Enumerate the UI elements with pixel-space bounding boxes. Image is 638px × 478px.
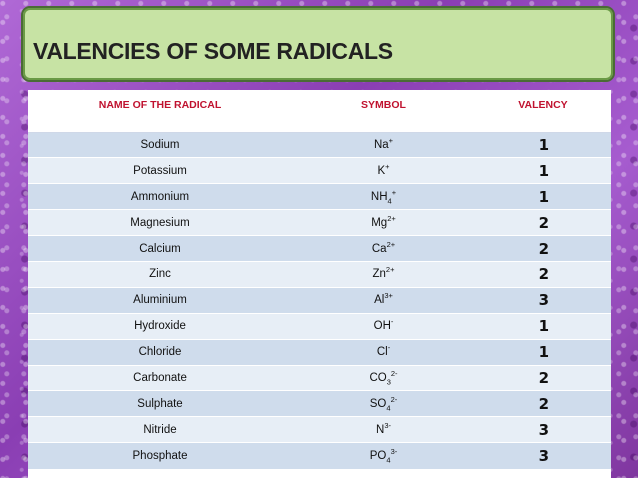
table-row — [28, 132, 611, 158]
symbol-subscript: 4 — [386, 455, 391, 465]
radical-name: Phosphate — [28, 443, 292, 469]
symbol-charge: 2- — [390, 369, 398, 379]
table-row — [28, 261, 611, 287]
symbol-base: PO — [369, 449, 387, 462]
symbol-charge: - — [390, 317, 394, 327]
radical-valency: 1 — [475, 339, 611, 365]
radical-symbol — [292, 132, 475, 158]
table-row — [28, 391, 611, 417]
symbol-base: Mg — [371, 216, 388, 229]
symbol-charge: 3- — [384, 420, 391, 430]
header-name: NAME OF THE RADICAL — [28, 90, 292, 132]
symbol-subscript: 3 — [386, 377, 391, 387]
header-valency: VALENCY — [475, 90, 611, 132]
symbol-formula — [376, 343, 391, 359]
table-row — [28, 287, 611, 313]
symbol-charge: + — [388, 136, 394, 146]
radical-symbol — [292, 443, 475, 469]
table-row — [28, 184, 611, 210]
symbol-base: CO — [369, 371, 387, 384]
table-row — [28, 339, 611, 365]
radical-valency: 2 — [475, 365, 611, 391]
symbol-formula — [369, 395, 398, 413]
radical-symbol — [292, 365, 475, 391]
radical-symbol — [292, 158, 475, 184]
radical-valency: 3 — [475, 443, 611, 469]
radical-name: Aluminium — [28, 287, 292, 313]
radical-symbol — [292, 236, 475, 262]
symbol-formula — [377, 162, 390, 177]
table-row — [28, 236, 611, 262]
radical-valency: 1 — [475, 184, 611, 210]
radical-symbol — [292, 184, 475, 210]
symbol-formula — [371, 213, 396, 229]
radical-symbol — [292, 261, 475, 287]
symbol-formula — [374, 291, 393, 307]
header-symbol: SYMBOL — [292, 90, 475, 132]
symbol-subscript: 4 — [387, 196, 392, 206]
table-row — [28, 365, 611, 391]
radical-valency: 2 — [475, 391, 611, 417]
symbol-formula — [373, 317, 394, 333]
table-row — [28, 417, 611, 443]
radical-valency: 3 — [475, 287, 611, 313]
radical-symbol — [292, 313, 475, 339]
symbol-charge: 2+ — [386, 239, 396, 249]
symbol-charge: 3+ — [384, 291, 393, 301]
radical-name: Potassium — [28, 158, 292, 184]
symbol-charge: - — [387, 343, 391, 353]
symbol-base: SO — [369, 397, 387, 410]
radical-name: Sulphate — [28, 391, 292, 417]
radical-symbol — [292, 391, 475, 417]
symbol-base: NH — [370, 190, 388, 203]
symbol-base: OH — [373, 320, 391, 333]
radical-name: Calcium — [28, 236, 292, 262]
symbol-charge: 2+ — [385, 265, 395, 275]
radical-name: Hydroxide — [28, 313, 292, 339]
radicals-table — [28, 90, 611, 469]
table-row — [28, 158, 611, 184]
symbol-formula — [372, 265, 395, 281]
symbol-base: Zn — [372, 268, 386, 281]
symbol-charge: 2+ — [387, 213, 396, 223]
radical-symbol — [292, 417, 475, 443]
radical-name: Nitride — [28, 417, 292, 443]
slide-title: VALENCIES OF SOME RADICALS — [33, 38, 393, 64]
table-row — [28, 210, 611, 236]
radical-valency: 2 — [475, 210, 611, 236]
symbol-formula — [371, 239, 396, 255]
table-row — [28, 313, 611, 339]
symbol-formula — [369, 369, 398, 387]
radical-name: Chloride — [28, 339, 292, 365]
radical-valency: 2 — [475, 236, 611, 262]
radical-name: Sodium — [28, 132, 292, 158]
radical-name: Magnesium — [28, 210, 292, 236]
radical-valency: 1 — [475, 313, 611, 339]
radicals-table-container — [28, 90, 611, 478]
table-row — [28, 443, 611, 469]
symbol-charge: 3- — [390, 447, 398, 457]
radical-name: Carbonate — [28, 365, 292, 391]
radical-symbol — [292, 339, 475, 365]
symbol-base: N — [376, 423, 385, 436]
title-banner — [21, 6, 615, 82]
symbol-base: Al — [374, 294, 385, 307]
radical-symbol — [292, 210, 475, 236]
symbol-charge: + — [391, 187, 397, 197]
symbol-charge: + — [385, 162, 390, 171]
symbol-charge: 2- — [390, 395, 398, 405]
table-header-row — [28, 90, 611, 132]
radical-valency: 1 — [475, 158, 611, 184]
symbol-formula — [373, 136, 394, 151]
symbol-formula — [376, 420, 391, 436]
radical-name: Ammonium — [28, 184, 292, 210]
radical-symbol — [292, 287, 475, 313]
symbol-formula — [370, 187, 397, 206]
symbol-subscript: 4 — [386, 403, 391, 413]
radical-name: Zinc — [28, 261, 292, 287]
radical-valency: 2 — [475, 261, 611, 287]
radical-valency: 1 — [475, 132, 611, 158]
radical-valency: 3 — [475, 417, 611, 443]
symbol-base: K — [377, 164, 386, 177]
symbol-formula — [369, 447, 398, 465]
symbol-base: Ca — [371, 242, 387, 255]
symbol-base: Na — [373, 138, 389, 151]
symbol-base: Cl — [376, 346, 388, 359]
